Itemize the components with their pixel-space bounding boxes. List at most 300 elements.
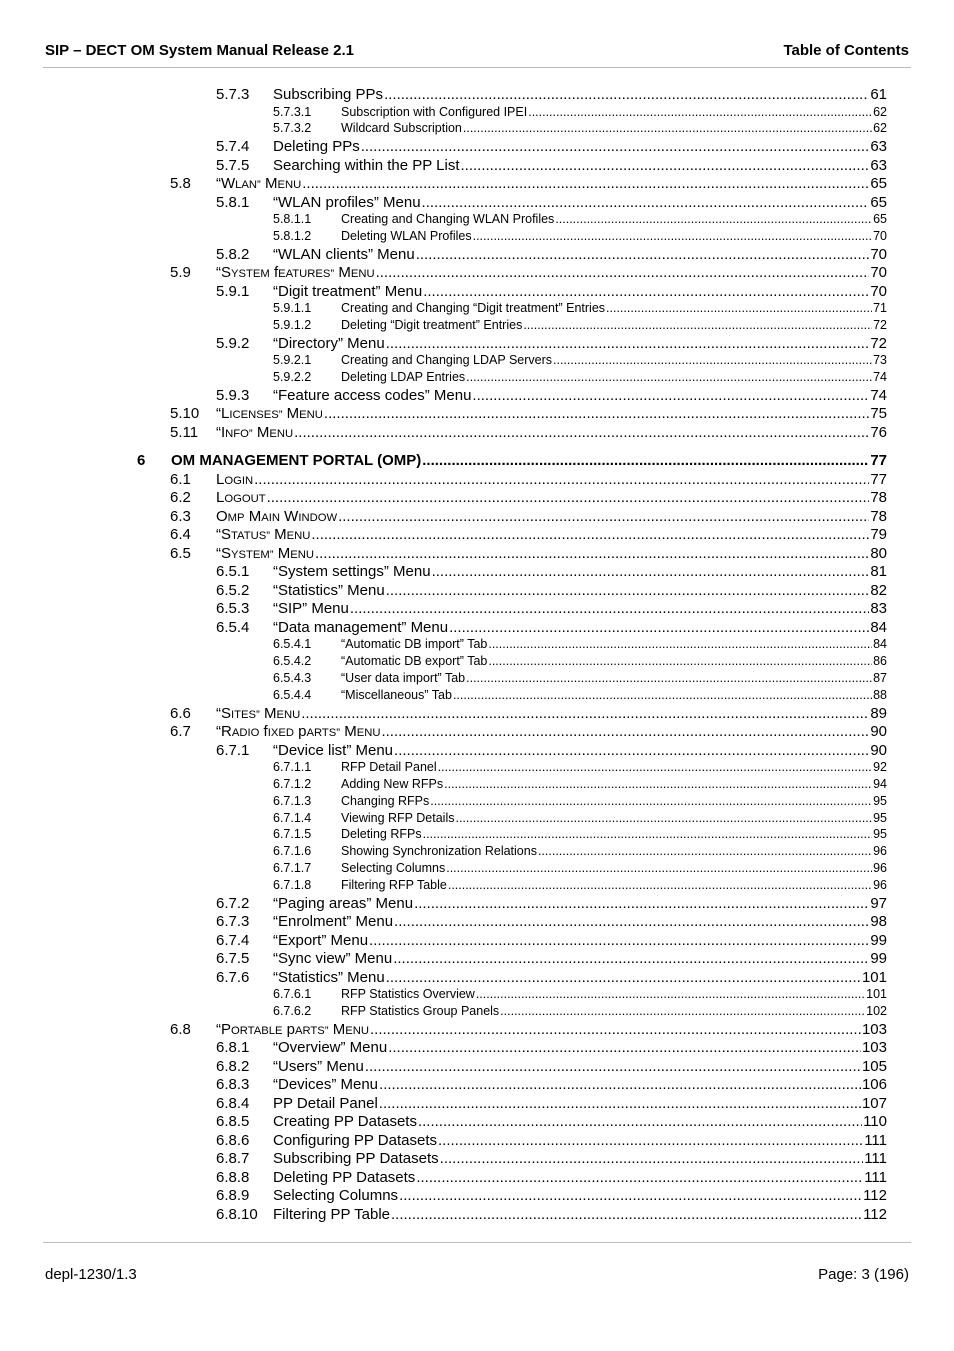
- toc-entry-number: 6.7.1.6: [273, 844, 312, 859]
- toc-entry[interactable]: [216, 913, 887, 930]
- toc-entry-page: 99: [870, 950, 887, 967]
- toc-entry-title: “WLAN profiles” Menu: [273, 193, 421, 211]
- toc-leader-dots: [440, 1150, 864, 1167]
- toc-entry-number: 5.7.3: [216, 86, 250, 103]
- toc-entry[interactable]: [216, 86, 887, 103]
- toc-entry-number: 5.9.1: [216, 282, 250, 300]
- toc-entry-title: “Enrolment” Menu: [273, 913, 394, 930]
- toc-leader-dots: [267, 489, 870, 506]
- toc-leader-dots: [350, 600, 869, 617]
- toc-entry-page: 73: [873, 353, 887, 368]
- toc-entry-title: “Statistics” Menu: [273, 968, 385, 986]
- toc-entry-number: 6.5.4.2: [273, 654, 312, 669]
- toc-entry-title: RFP Detail Panel: [341, 760, 437, 775]
- document-title: SIP – DECT OM System Manual Release 2.1: [45, 42, 355, 59]
- toc-entry[interactable]: [216, 1076, 887, 1093]
- toc-leader-dots: [384, 86, 869, 103]
- toc-leader-dots: [555, 212, 872, 226]
- toc-entry-page: 62: [873, 104, 887, 119]
- toc-entry-number: 6.8.3: [216, 1076, 250, 1094]
- toc-entry-title: “RADIO fIXED pARTS” MENU: [216, 723, 381, 741]
- toc-entry-number: 6.7.5: [216, 950, 250, 967]
- toc-entry-title: “INFO” MENU: [216, 423, 294, 441]
- toc-entry[interactable]: [216, 742, 887, 759]
- toc-entry-number: 5.8.1.2: [273, 228, 312, 243]
- toc-entry[interactable]: [273, 688, 887, 702]
- toc-entry-title: “Sync view” Menu: [273, 950, 393, 967]
- document-id: depl-1230/1.3: [45, 1266, 137, 1283]
- toc-entry-number: 6.8.5: [216, 1113, 250, 1131]
- toc-entry-page: 79: [870, 526, 887, 544]
- toc-entry-title: “User data import” Tab: [341, 671, 466, 685]
- toc-entry-title: Deleting LDAP Entries: [341, 370, 466, 385]
- toc-entry-number: 6.5.1: [216, 563, 250, 581]
- toc-entry-number: 6.7.2: [216, 894, 250, 912]
- toc-entry-number: 6.8.4: [216, 1094, 250, 1112]
- toc-entry[interactable]: [170, 405, 887, 422]
- toc-entry-page: 86: [873, 654, 887, 669]
- toc-entry-page: 87: [873, 671, 887, 685]
- toc-entry[interactable]: [216, 1169, 887, 1186]
- toc-entry[interactable]: [273, 811, 887, 825]
- toc-entry-page: 77: [870, 452, 887, 470]
- toc-entry-number: 6.1: [170, 470, 191, 488]
- toc-entry-title: RFP Statistics Group Panels: [341, 1003, 500, 1018]
- toc-entry-number: 6.7.1.4: [273, 810, 312, 825]
- toc-entry-page: 71: [873, 301, 887, 316]
- toc-entry-page: 98: [870, 913, 887, 930]
- toc-entry-title: “LICENSES” MENU: [216, 405, 323, 423]
- toc-leader-dots: [473, 229, 872, 243]
- toc-entry-number: 6.3: [170, 507, 191, 525]
- toc-leader-dots: [449, 619, 869, 636]
- toc-entry-page: 78: [870, 489, 887, 507]
- toc-entry-title: “Device list” Menu: [273, 741, 394, 759]
- toc-leader-dots: [423, 827, 873, 841]
- toc-entry-number: 5.8: [170, 175, 191, 193]
- toc-entry-number: 5.8.1.1: [273, 212, 312, 227]
- toc-entry[interactable]: [216, 1150, 887, 1167]
- toc-leader-dots: [414, 895, 869, 912]
- toc-entry-page: 62: [873, 121, 887, 136]
- toc-entry-title: Adding New RFPs: [341, 776, 444, 791]
- toc-entry-title: “Directory” Menu: [273, 334, 385, 352]
- toc-leader-dots: [361, 138, 870, 155]
- toc-entry-page: 96: [873, 877, 887, 892]
- toc-entry-page: 65: [870, 193, 887, 211]
- toc-entry-title: “Users” Menu: [273, 1057, 364, 1075]
- toc-entry-page: 70: [873, 228, 887, 243]
- toc-entry-title: Subscribing PP Datasets: [273, 1150, 439, 1168]
- toc-entry[interactable]: [216, 1206, 887, 1223]
- toc-entry-page: 99: [870, 931, 887, 949]
- toc-entry-number: 6.7.1.1: [273, 760, 312, 775]
- toc-leader-dots: [315, 545, 869, 562]
- toc-entry[interactable]: [273, 654, 887, 668]
- toc-entry[interactable]: [216, 582, 887, 599]
- toc-entry-page: 103: [861, 1020, 887, 1038]
- toc-leader-dots: [528, 105, 872, 119]
- toc-entry-title: Deleting PP Datasets: [273, 1168, 416, 1186]
- toc-entry-page: 65: [873, 212, 887, 227]
- toc-entry-title: Subscribing PPs: [273, 86, 384, 103]
- toc-entry-title: “Automatic DB export” Tab: [341, 654, 488, 669]
- toc-entry[interactable]: [273, 671, 887, 685]
- toc-entry-page: 110: [863, 1113, 887, 1131]
- toc-leader-dots: [430, 794, 872, 808]
- toc-entry-title: “Automatic DB import” Tab: [341, 637, 488, 652]
- toc-entry-page: 101: [861, 968, 887, 986]
- toc-entry-page: 95: [873, 810, 887, 825]
- toc-leader-dots: [301, 705, 869, 722]
- toc-entry-page: 84: [870, 618, 887, 636]
- toc-entry[interactable]: [216, 387, 887, 404]
- toc-entry-number: 5.9.1.2: [273, 318, 312, 332]
- toc-entry[interactable]: [216, 1113, 887, 1130]
- toc-entry-title: Filtering PP Table: [273, 1205, 391, 1223]
- toc-entry-page: 112: [863, 1205, 887, 1223]
- toc-entry-number: 6.7.1.8: [273, 877, 312, 892]
- toc-entry-title: “STATUS” MENU: [216, 526, 311, 544]
- toc-entry[interactable]: [273, 212, 887, 226]
- toc-leader-dots: [394, 913, 869, 930]
- toc-entry-title: LOGIN: [216, 470, 254, 488]
- toc-entry[interactable]: [273, 760, 887, 774]
- toc-entry-page: 72: [873, 318, 887, 332]
- toc-entry-title: “Digit treatment” Menu: [273, 282, 423, 300]
- toc-leader-dots: [488, 654, 872, 668]
- toc-entry-title: “System settings” Menu: [273, 563, 431, 581]
- toc-leader-dots: [422, 452, 869, 469]
- toc-entry[interactable]: [216, 138, 887, 155]
- toc-entry[interactable]: [170, 545, 887, 562]
- toc-leader-dots: [391, 1206, 862, 1223]
- toc-entry-number: 6.7: [170, 723, 191, 741]
- toc-entry[interactable]: [170, 1021, 887, 1038]
- toc-entry-title: “Overview” Menu: [273, 1039, 388, 1057]
- toc-entry-page: 76: [870, 423, 887, 441]
- toc-entry-number: 5.7.3.1: [273, 104, 312, 119]
- toc-entry-number: 5.9.2.1: [273, 353, 312, 368]
- toc-entry[interactable]: [273, 827, 887, 841]
- toc-leader-dots: [461, 157, 870, 174]
- toc-entry[interactable]: [216, 895, 887, 912]
- toc-leader-dots: [553, 353, 872, 367]
- toc-entry[interactable]: [216, 1039, 887, 1056]
- toc-entry-page: 94: [873, 776, 887, 791]
- toc-leader-dots: [386, 969, 861, 986]
- toc-leader-dots: [379, 1076, 861, 1093]
- toc-entry-title: Filtering RFP Table: [341, 877, 447, 892]
- toc-entry-number: 5.9.3: [216, 386, 250, 404]
- toc-leader-dots: [302, 175, 869, 192]
- toc-entry-number: 5.9.2.2: [273, 370, 312, 385]
- toc-leader-dots: [369, 932, 869, 949]
- toc-leader-dots: [448, 878, 872, 892]
- toc-entry-number: 6.8.8: [216, 1168, 250, 1186]
- toc-entry-title: Deleting WLAN Profiles: [341, 228, 472, 243]
- toc-entry[interactable]: [273, 878, 887, 892]
- toc-entry-title: Deleting RFPs: [341, 827, 422, 842]
- toc-entry-title: Viewing RFP Details: [341, 810, 455, 825]
- toc-entry[interactable]: [216, 969, 887, 986]
- toc-leader-dots: [455, 811, 872, 825]
- toc-leader-dots: [394, 742, 869, 759]
- toc-entry-page: 72: [870, 334, 887, 352]
- toc-entry-page: 112: [863, 1187, 887, 1205]
- toc-leader-dots: [386, 335, 870, 352]
- toc-entry-page: 83: [870, 600, 887, 618]
- toc-entry-title: Deleting “Digit treatment” Entries: [341, 318, 523, 332]
- toc-entry[interactable]: [273, 844, 887, 858]
- toc-leader-dots: [438, 1132, 863, 1149]
- toc-entry-page: 63: [870, 138, 887, 156]
- toc-leader-dots: [294, 424, 869, 441]
- toc-entry[interactable]: [273, 105, 887, 119]
- toc-entry-title: Creating and Changing LDAP Servers: [341, 353, 553, 368]
- toc-entry[interactable]: [216, 1095, 887, 1112]
- toc-entry[interactable]: [170, 489, 887, 506]
- toc-entry[interactable]: [170, 264, 887, 281]
- toc-entry[interactable]: [273, 121, 887, 135]
- toc-entry-page: 82: [870, 581, 887, 599]
- toc-entry-title: “Feature access codes” Menu: [273, 386, 472, 404]
- toc-entry-page: 111: [864, 1131, 887, 1149]
- toc-entry-page: 95: [873, 827, 887, 842]
- toc-entry[interactable]: [273, 229, 887, 243]
- toc-entry-number: 6.8.10: [216, 1205, 258, 1223]
- toc-entry-number: 6.5: [170, 544, 191, 562]
- toc-entry-page: 77: [870, 470, 887, 488]
- toc-entry-number: 5.11: [170, 423, 199, 441]
- toc-entry-page: 102: [866, 1003, 887, 1018]
- toc-leader-dots: [444, 777, 872, 791]
- toc-entry-page: 74: [870, 386, 887, 404]
- toc-entry[interactable]: [170, 705, 887, 722]
- toc-entry-page: 80: [870, 544, 887, 562]
- toc-entry[interactable]: [273, 353, 887, 367]
- toc-entry-title: “Data management” Menu: [273, 618, 449, 636]
- toc-entry[interactable]: [216, 246, 887, 263]
- toc-entry-page: 65: [870, 175, 887, 193]
- toc-entry-page: 70: [870, 245, 887, 263]
- toc-entry-title: Deleting PPs: [273, 138, 360, 156]
- toc-leader-dots: [488, 637, 872, 651]
- toc-entry[interactable]: [273, 1004, 887, 1018]
- toc-entry-number: 6.8: [170, 1020, 191, 1038]
- toc-leader-dots: [418, 1113, 862, 1130]
- toc-entry[interactable]: [216, 600, 887, 617]
- toc-entry-page: 78: [870, 507, 887, 525]
- toc-entry-number: 5.9: [170, 264, 191, 282]
- toc-entry-title: “PORTABLE pARTS” MENU: [216, 1020, 369, 1038]
- toc-entry[interactable]: [273, 794, 887, 808]
- toc-entry-number: 6.5.4: [216, 618, 250, 636]
- toc-entry[interactable]: [216, 1187, 887, 1204]
- toc-entry-title: “Statistics” Menu: [273, 581, 385, 599]
- toc-entry[interactable]: [273, 861, 887, 875]
- toc-leader-dots: [466, 370, 872, 384]
- toc-leader-dots: [500, 1004, 865, 1018]
- toc-entry-page: 107: [861, 1094, 887, 1112]
- toc-entry[interactable]: [170, 175, 887, 192]
- toc-leader-dots: [472, 387, 869, 404]
- toc-entry-title: “Paging areas” Menu: [273, 894, 414, 912]
- toc-entry-number: 6.7.1.5: [273, 827, 312, 842]
- toc-entry-page: 95: [873, 793, 887, 808]
- toc-entry-number: 6.4: [170, 526, 191, 544]
- toc-entry[interactable]: [273, 301, 887, 315]
- toc-entry[interactable]: [216, 1058, 887, 1075]
- toc-entry[interactable]: [137, 452, 887, 469]
- toc-entry[interactable]: [216, 563, 887, 580]
- toc-entry-page: 88: [873, 687, 887, 702]
- toc-entry-number: 6.7.6: [216, 968, 250, 986]
- toc-entry[interactable]: [216, 335, 887, 352]
- toc-entry[interactable]: [170, 471, 887, 488]
- toc-entry-number: 6.8.6: [216, 1131, 250, 1149]
- toc-entry-title: Selecting Columns: [273, 1187, 399, 1205]
- toc-entry-title: “SYSTEM” MENU: [216, 544, 314, 562]
- toc-entry-number: 6.8.7: [216, 1150, 250, 1168]
- toc-entry[interactable]: [216, 157, 887, 174]
- toc-entry-page: 70: [870, 282, 887, 300]
- footer-divider: [43, 1242, 911, 1243]
- toc-entry-number: 6.5.4.3: [273, 671, 312, 685]
- toc-entry-number: 5.9.2: [216, 334, 250, 352]
- toc-leader-dots: [386, 582, 870, 599]
- toc-leader-dots: [538, 844, 872, 858]
- toc-entry-title: Configuring PP Datasets: [273, 1131, 437, 1149]
- toc-entry-title: “WLAN clients” Menu: [273, 245, 415, 263]
- toc-entry-title: LOGOUT: [216, 489, 266, 507]
- toc-entry-number: 6.5.4.1: [273, 637, 312, 652]
- toc-entry-title: Creating and Changing “Digit treatment” Entries: [341, 301, 606, 316]
- toc-entry-page: 92: [873, 760, 887, 775]
- toc-entry-number: 6.7.1.7: [273, 860, 312, 875]
- toc-leader-dots: [423, 283, 869, 300]
- toc-entry-title: Wildcard Subscription: [341, 121, 462, 136]
- toc-entry-page: 106: [861, 1076, 887, 1094]
- toc-entry[interactable]: [273, 370, 887, 384]
- section-title: Table of Contents: [783, 42, 909, 59]
- toc-entry-title: Searching within the PP List: [273, 156, 460, 174]
- toc-entry-title: Selecting Columns: [341, 860, 446, 875]
- toc-entry[interactable]: [273, 987, 887, 1001]
- toc-entry[interactable]: [273, 777, 887, 791]
- toc-leader-dots: [606, 301, 872, 315]
- toc-entry-title: “WLAN” MENU: [216, 175, 302, 193]
- toc-entry[interactable]: [170, 508, 887, 525]
- toc-entry-title: “SITES” MENU: [216, 704, 301, 722]
- toc-entry-number: 6.5.3: [216, 600, 250, 618]
- toc-leader-dots: [416, 246, 870, 263]
- toc-entry-number: 6.5.2: [216, 581, 250, 599]
- toc-entry-page: 75: [870, 405, 887, 423]
- toc-leader-dots: [393, 950, 869, 967]
- toc-entry[interactable]: [216, 950, 887, 967]
- toc-entry-number: 5.7.3.2: [273, 121, 312, 136]
- toc-entry[interactable]: [216, 932, 887, 949]
- toc-entry-number: 6.8.9: [216, 1187, 250, 1205]
- toc-leader-dots: [463, 121, 872, 135]
- toc-entry-title: “Miscellaneous” Tab: [341, 687, 452, 702]
- toc-entry-number: 6.8.2: [216, 1057, 250, 1075]
- toc-entry[interactable]: [273, 318, 887, 332]
- toc-leader-dots: [338, 508, 869, 525]
- toc-leader-dots: [254, 471, 869, 488]
- toc-entry-title: “SYSTEM fEATURES” MENU: [216, 264, 375, 282]
- toc-leader-dots: [476, 987, 865, 1001]
- toc-leader-dots: [388, 1039, 861, 1056]
- toc-entry-page: 74: [873, 370, 887, 385]
- toc-leader-dots: [416, 1169, 863, 1186]
- toc-entry-title: Creating and Changing WLAN Profiles: [341, 212, 555, 227]
- toc-entry-number: 5.8.2: [216, 245, 250, 263]
- toc-entry-page: 84: [873, 637, 887, 652]
- toc-entry[interactable]: [216, 619, 887, 636]
- toc-leader-dots: [399, 1187, 862, 1204]
- toc-entry[interactable]: [170, 526, 887, 543]
- toc-entry-number: 6.7.3: [216, 913, 250, 930]
- toc-leader-dots: [422, 194, 870, 211]
- toc-leader-dots: [324, 405, 869, 422]
- toc-entry-title: OM MANAGEMENT PORTAL (OMP): [171, 452, 422, 470]
- toc-leader-dots: [446, 861, 872, 875]
- toc-entry-page: 90: [870, 723, 887, 741]
- toc-entry-page: 61: [870, 86, 887, 103]
- toc-entry-page: 89: [870, 704, 887, 722]
- toc-entry-title: “Export” Menu: [273, 931, 369, 949]
- page-number: Page: 3 (196): [818, 1266, 909, 1283]
- toc-entry-page: 103: [861, 1039, 887, 1057]
- toc-entry-title: RFP Statistics Overview: [341, 987, 475, 1001]
- toc-entry[interactable]: [170, 424, 887, 441]
- toc-entry-number: 6.7.4: [216, 931, 250, 949]
- toc-entry-number: 6.7.6.1: [273, 987, 312, 1001]
- toc-entry-page: 70: [870, 264, 887, 282]
- toc-leader-dots: [379, 1095, 861, 1112]
- toc-entry[interactable]: [216, 194, 887, 211]
- toc-entry[interactable]: [273, 637, 887, 651]
- toc-leader-dots: [376, 264, 870, 281]
- toc-entry-title: Creating PP Datasets: [273, 1113, 417, 1131]
- toc-entry-page: 97: [870, 894, 887, 912]
- toc-entry-number: 6.7.1.2: [273, 776, 312, 791]
- toc-entry-page: 96: [873, 844, 887, 859]
- toc-entry[interactable]: [216, 283, 887, 300]
- toc-leader-dots: [365, 1058, 861, 1075]
- toc-leader-dots: [370, 1021, 861, 1038]
- toc-entry-number: 5.8.1: [216, 193, 250, 211]
- toc-leader-dots: [311, 526, 869, 543]
- toc-entry-page: 63: [870, 156, 887, 174]
- toc-entry-title: Showing Synchronization Relations: [341, 844, 537, 859]
- toc-entry-number: 6.2: [170, 489, 191, 507]
- toc-leader-dots: [453, 688, 872, 702]
- toc-entry-number: 6.6: [170, 704, 191, 722]
- toc-entry-title: OMP MAIN WINDOW: [216, 507, 338, 525]
- toc-entry-page: 96: [873, 860, 887, 875]
- toc-entry[interactable]: [216, 1132, 887, 1149]
- toc-entry-title: PP Detail Panel: [273, 1094, 378, 1112]
- toc-entry-page: 105: [861, 1057, 887, 1075]
- toc-leader-dots: [381, 723, 869, 740]
- toc-leader-dots: [432, 563, 870, 580]
- toc-entry[interactable]: [170, 723, 887, 740]
- toc-entry-number: 5.9.1.1: [273, 301, 312, 316]
- toc-entry-number: 6.5.4.4: [273, 687, 312, 702]
